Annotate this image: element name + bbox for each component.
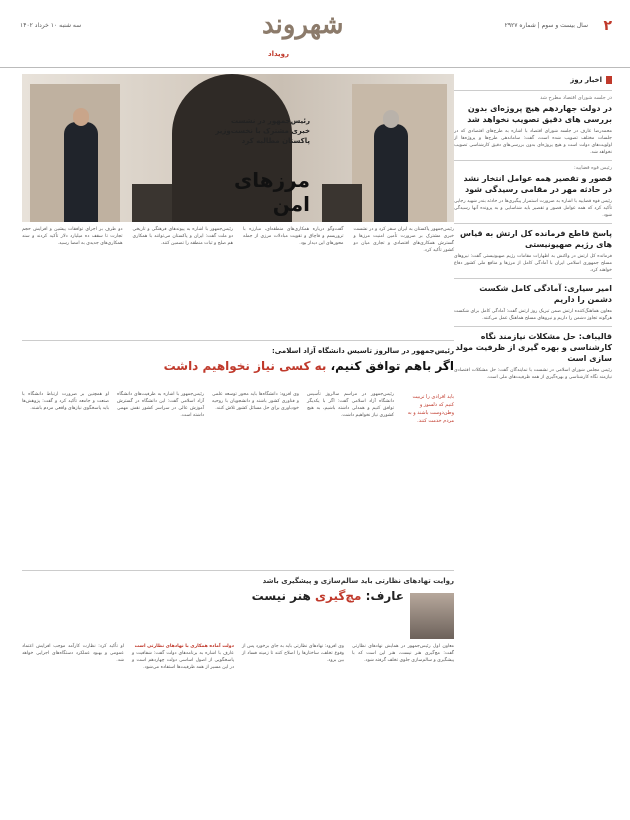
hero-kicker: رئیس‌جمهور در نشست خبری مشترک با نخست‌وزیر پاکستان مطالبه کرد	[215, 117, 310, 145]
article-column: دو طرف بر اجرای توافقات پیشین و افزایش حجم تجارت تا سقف ده میلیارد دلار تأکید کردند و سند همکاری‌های جدیدی به امضا رسید.	[22, 227, 123, 246]
aref-story	[22, 570, 454, 810]
story-headline[interactable]	[164, 359, 454, 373]
sidebar-article-text: محمدرضا عارف در جلسه شورای اقتصاد با اشاره به طرح‌های اقتصادی که در جلسات مختلف تصویب شده است، گفت: ساماندهی طرح‌ها و پروژه‌ها از اولویت‌های دولت است و هیچ پروژه‌ای بدون بررسی‌های دقیق کارشناسی تصویب نخواهد شد.	[454, 129, 612, 155]
divider	[454, 223, 612, 224]
subheading: دولت آماده همکاری با نهادهای نظارتی است	[134, 644, 234, 649]
sidebar-article-text: معاون هماهنگ‌کننده ارتش ضمن تبریک روز ارتش گفت: آمادگی کامل برای شکست هرگونه تجاوز دشمن را داریم و نیروهای مسلح هماهنگ عمل می‌کنند.	[454, 309, 612, 321]
speaker-figure	[64, 122, 98, 222]
speaker-figure	[374, 124, 408, 222]
headline-highlight: مچ‌گیری	[315, 589, 362, 603]
pull-quote: باید افرادی را تربیت کنیم که دلسوز و وطن‌دوست باشند و به مردم خدمت کنند.	[407, 394, 454, 424]
article-column: رئیس‌جمهور با اشاره به ظرفیت‌های دانشگاه آزاد اسلامی گفت: این دانشگاه در گسترش آموزش عالی در سراسر کشور نقش مهمی داشته است.	[117, 392, 204, 418]
story-headline[interactable]	[252, 589, 404, 603]
portrait-photo	[410, 593, 454, 639]
issue-date: سه شنبه ۱۰ خرداد ۱۴۰۲	[20, 22, 82, 29]
story-body	[22, 391, 394, 559]
article-column: او همچنین بر ضرورت ارتباط دانشگاه با صنعت و جامعه تأکید کرد و گفت: پژوهش‌ها باید پاسخگوی نیازهای واقعی مردم باشند.	[22, 392, 109, 411]
headline-part: اگر باهم توافق کنیم،	[330, 359, 454, 373]
sidebar-article-text: رئیس مجلس شورای اسلامی در نشست با نمایندگان گفت: حل مشکلات اقتصادی نیازمند نگاه کارشناسی و بهره‌گیری از همه ظرفیت‌های ملی است.	[454, 368, 612, 380]
article-column: وی افزود: دانشگاه‌ها باید محور توسعه علمی و فناوری کشور باشند و دانشجویان با روحیه خودباوری برای حل مسائل کشور تلاش کنند.	[212, 392, 299, 411]
sidebar-kicker: در جلسه شورای اقتصاد مطرح شد	[540, 95, 612, 101]
university-story	[22, 340, 454, 562]
sidebar-kicker: رئیس قوه قضاییه:	[574, 165, 612, 171]
section-marker-icon	[606, 76, 612, 84]
podium	[132, 184, 172, 222]
article-text: عارف با اشاره به برنامه‌های دولت گفت: شفافیت و پاسخگویی از اصول اساسی دولت چهاردهم است و در این مسیر از همه ظرفیت‌ها استفاده می‌شود.	[132, 651, 234, 670]
divider	[454, 90, 612, 91]
newspaper-logo: شهروند	[262, 10, 344, 40]
story-kicker: روایت تهادهای نظارتی باید سالم‌سازی و پیشگیری باشد	[262, 577, 454, 585]
sidebar-article-text: رئیس قوه قضاییه با اشاره به ضرورت استمرار پیگیری‌ها در حادثه بندر شهید رجایی تأکید کرد که همه عوامل قصور و تقصیر باید شناسایی و به پرونده آنها رسیدگی شود.	[454, 199, 612, 218]
article-column	[132, 643, 234, 807]
headline-highlight: به کسی نیاز نخواهیم داشت	[163, 359, 327, 373]
headline-part: عارف:	[365, 589, 404, 603]
story-body	[22, 643, 454, 807]
article-column: معاون اول رئیس‌جمهور در همایش نهادهای نظارتی گفت: مچ‌گیری هنر نیست، هنر این است که با پیشگیری و سالم‌سازی جلوی تخلف گرفته شود.	[352, 644, 454, 663]
news-sidebar	[454, 74, 612, 810]
article-column: وی افزود: نهادهای نظارتی باید به جای برخورد پس از وقوع تخلف، ساختارها را اصلاح کنند تا زمینه فساد از بین برود.	[242, 644, 344, 663]
page-number: ۲	[603, 18, 612, 34]
divider	[454, 326, 612, 327]
article-column: رئیس‌جمهور پاکستان به ایران سفر کرد و در نشست خبری مشترک بر ضرورت تأمین امنیت مرزها و گسترش همکاری‌های اقتصادی و تجاری میان دو کشور تأکید کرد.	[353, 227, 454, 253]
section-name: رویداد	[268, 50, 290, 58]
speaker-head	[383, 110, 399, 128]
sidebar-headline[interactable]: امیر سیاری: آمادگی کامل شکست دشمن را داریم	[479, 284, 612, 304]
article-column: او تأکید کرد: نظارت کارآمد موجب افزایش اعتماد عمومی و بهبود عملکرد دستگاه‌های اجرایی خواهد شد.	[22, 644, 124, 663]
hero-headline[interactable]: مرزهای امن	[233, 168, 310, 216]
sidebar-article-text: فرمانده کل ارتش در واکنش به اظهارات مقامات رژیم صهیونیستی گفت: نیروهای مسلح جمهوری اسلامی ایران با آمادگی کامل از مرزها و منافع ملی کشور دفاع خواهند کرد.	[454, 254, 612, 273]
sidebar-headline[interactable]: پاسخ قاطع فرمانده کل ارتش به قیاس های رژیم صهیونیستی	[460, 229, 612, 249]
divider	[454, 278, 612, 279]
article-column: رئیس‌جمهور در مراسم سالروز تأسیس دانشگاه آزاد اسلامی گفت: اگر با یکدیگر توافق کنیم و همدلی داشته باشیم، به هیچ کشوری نیاز نخواهیم داشت.	[307, 392, 394, 418]
masthead	[0, 0, 630, 68]
sidebar-headline[interactable]: قصور و تقصیر همه عوامل انتخار نشد در حادثه مهر در مقامی رسیدگی شود	[463, 174, 612, 194]
divider	[454, 160, 612, 161]
article-column: رئیس‌جمهور با اشاره به پیوندهای فرهنگی و تاریخی دو ملت گفت: ایران و پاکستان می‌توانند با همکاری هم صلح و ثبات منطقه را تضمین کنند.	[132, 227, 233, 246]
sidebar-section-label: اخبار روز	[570, 76, 602, 84]
podium	[322, 184, 362, 222]
story-kicker: رئیس‌جمهور در سالروز تاسیس دانشگاه آزاد اسلامی:	[271, 347, 454, 355]
hero-article-body	[22, 226, 454, 326]
article-column: گفت‌وگو درباره همکاری‌های منطقه‌ای، مبارزه با تروریسم و قاچاق و تقویت مبادلات مرزی از جمله محورهای این دیدار بود.	[243, 227, 344, 246]
issue-info: سال بیست و سوم | شماره ۲۹۲۷	[504, 22, 588, 29]
sidebar-headline[interactable]: قالیباف: حل مشکلات نیازمند نگاه کارشناسی و بهره گیری از ظرفیت مولد سازی است	[455, 332, 612, 363]
speaker-head	[73, 108, 89, 126]
sidebar-headline[interactable]: در دولت جهاردهم هیچ پروژه‌ای بدون بررسی های دقیق تصویب نخواهد شد	[467, 104, 612, 124]
headline-part: هنر نیست	[251, 589, 311, 603]
sidebar-header	[454, 74, 612, 86]
